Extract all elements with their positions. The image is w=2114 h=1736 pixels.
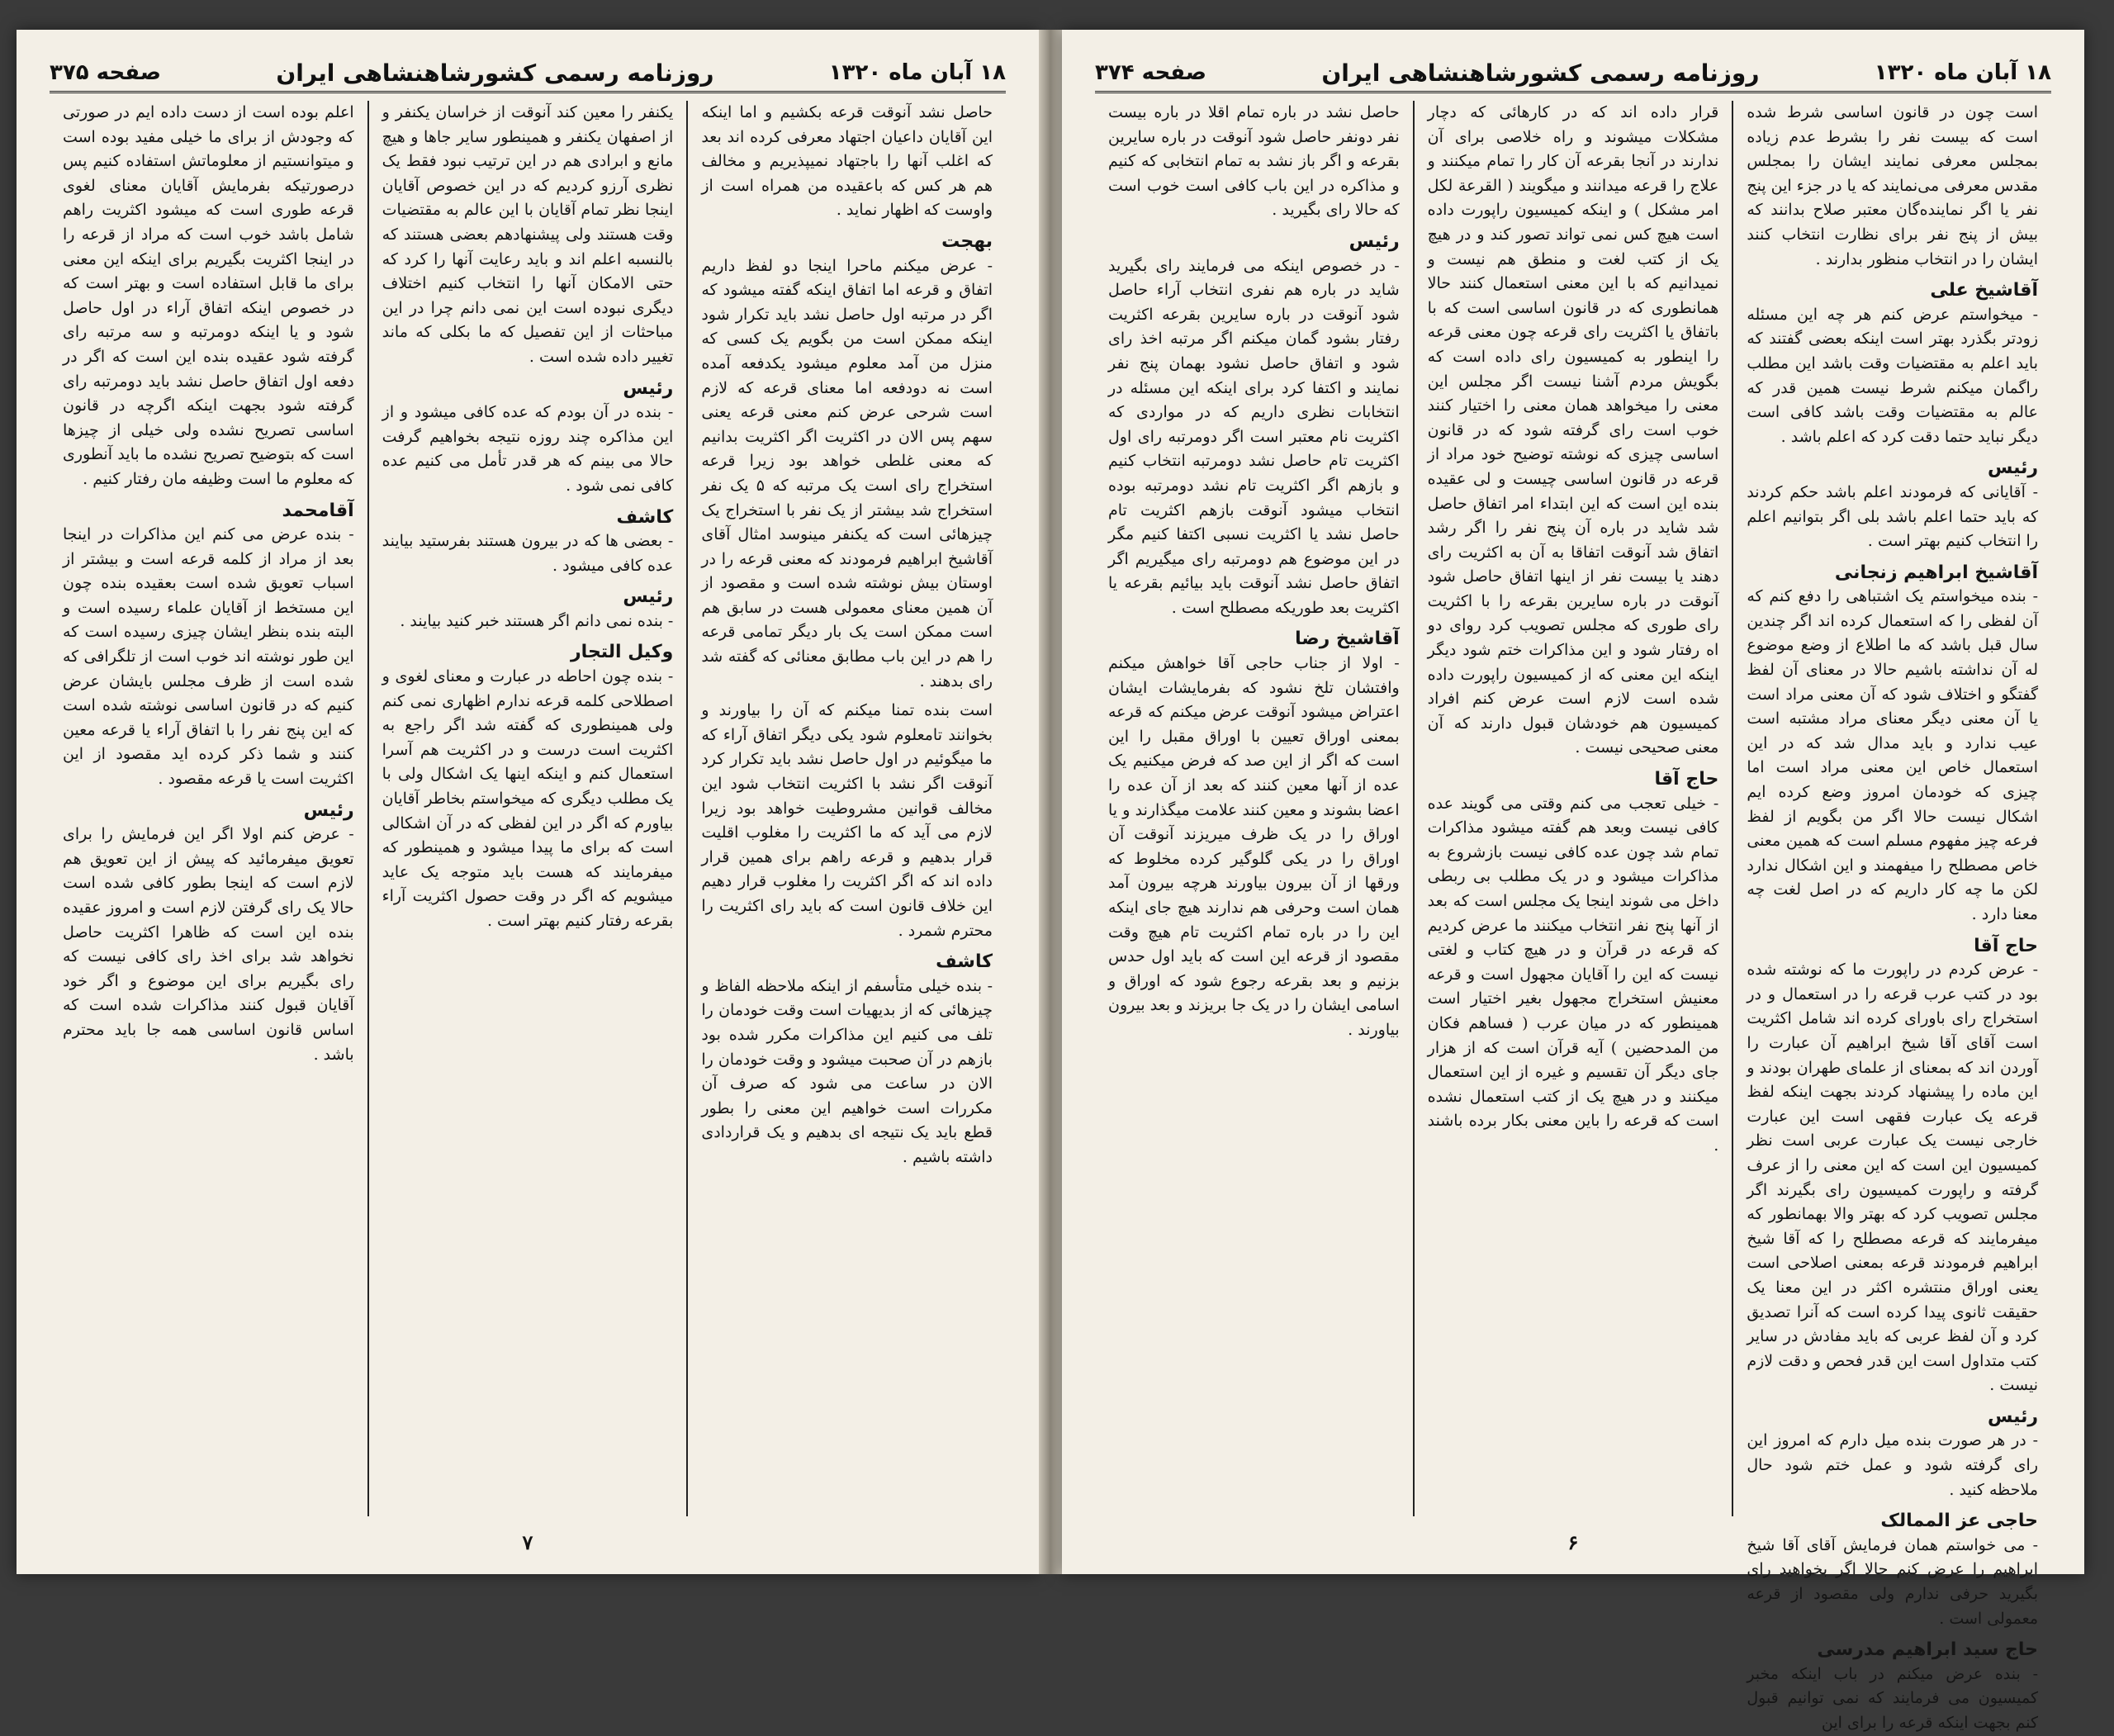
paragraph: - بنده میخواستم یک اشتباهی را دفع کنم که آن لفظی را که استعمال کرده اند اگر چندین سال قبل باشد که ما اطلاع از وضع موضوع له آن نداشته باشیم حالا در معنای آن لفظ گفتگو و اختلاف شود که آن معنی مراد است یا آن معنی دیگر معنای مراد مشتبه است عیب ندارد و باید مدال شد که در این استعمال خاص این معنی مراد است اما چیزی که خودمان امروز وضع کرده ایم اشکال نیست حالا اگر من بگویم از لفظ فرعه چیز مفهوم مسلم است که همین معنی خاص مصطلح را میفهمند و این اشکال ندارد لکن ما چه کار داریم که در اصل لغت چه معنا دارد .	[1747, 587, 2038, 923]
header-page-number: صفحه ۳۷۵	[50, 60, 162, 85]
speaker-name: وکیل التجار	[571, 642, 674, 663]
book-gutter	[1039, 30, 1062, 1574]
paragraph: - در هر صورت بنده میل دارم که امروز این رای گرفته شود و عمل ختم شود حال ملاحظه کنید .	[1747, 1431, 2038, 1499]
header-date: ۱۸ آبان ماه ۱۳۲۰	[1874, 60, 2051, 85]
page-footer-number: ۶	[1567, 1530, 1579, 1554]
text-column	[1732, 101, 2051, 1732]
header-page-number: صفحه ۳۷۴	[1095, 60, 1207, 85]
text-column	[1413, 101, 1732, 1516]
text-column	[686, 101, 1006, 1516]
speaker-name: حاج سید ابراهیم مدرسی	[1817, 1639, 2038, 1661]
paragraph: - بنده چون احاطه در عبارت و معنای لغوی و اصطلاحی کلمه قرعه ندارم اظهاری نمی کنم ولی همینطوری که گفته شد اگر راجع به اکثریت است درست و در اکثریت هم آسرا استعمال کنم و اینکه اینها یک اشکال ولی با یک مطلب دیگری که میخواستم بخاطر آقایان بیاورم که اگر در این لفظی که در آن اشکالی است که برای ما پیدا میشود و همینطور که میفرمایند که هست باید متوجه یک عاید میشویم که اگر در وقت حصول اکثریت آراء بقرعه رفتار کنیم بهتر است .	[382, 667, 674, 930]
header-title: روزنامه رسمی کشورشاهنشاهی ایران	[276, 59, 714, 87]
text-column	[367, 101, 687, 1516]
paragraph: قرار داده اند که در کارهائی که دچار مشکلات میشوند و راه خلاصی برای آن ندارند در آنجا بقرعه آن کار را تمام میکنند و علاج را قرعه میدانند و میگویند ( القرعة لکل امر مشکل ) و اینکه کمیسیون راپورت داده است هیچ کس نمی تواند تصور کند و در هیچ یک از کتب لغت و منطق هم نیست و نمیدانیم که با این معنی استعمال کنند حالا همانطوری که در قانون اساسی است که با باتفاق یا اکثریت رای قرعه چون معنی قرعه را اینطور به کمیسیون رای داده است که بگویش مردم آشنا نیست اگر مجلس این معنی را میخواهد همان معنی را اختیار کنند خوب است رای گرفته شود که در قانون اساسی چیزی که نوشته توضیح خود مراد از قرعه در قانون اساسی چیست و لی عقیده بنده این است که این ابتداء امر اتفاق حاصل شد شاید در باره آن پنج نفر را اگر رشد اتفاق شد آنوقت اتفاقا به آن به اکثریت رای دهند یا بیست نفر از اینها اتفاق حاصل شود آنوقت در باره سایرین بقرعه را با اکثریت رای طوری که مجلس تصویب کرد روای دو اه رفتار شود و این مذاکرات ختم شود دیگر اینکه این معنی که از کمیسیون راپورت داده شده است لازم است عرض کنم افراد کمیسیون هم خودشان قبول دارند که آن معنی صحیحی نیست .	[1427, 103, 1719, 757]
speaker-name: رئیس	[1987, 458, 2038, 479]
paragraph: اعلم بوده است از دست داده ایم در صورتی که وجودش از برای ما خیلی مفید بوده است و میتوانستیم از معلوماتش استفاده کنیم پس درصورتیکه بفرمایش آقایان معنای لغوی قرعه طوری است که میشود اکثریت راهم شامل باشد خوب است که مراد از قرعه را در اینجا اکثریت بگیریم برای اینکه این معنی برای ما قابل استفاده است و بهتر است که در خصوص اینکه اتفاق آراء در اول حاصل شود و یا اینکه دومرتبه و سه مرتبه رای گرفته شود عقیده بنده این است که اگر در دفعه اول اتفاق حاصل نشد باید دومرتبه رای گرفته شود بجهت اینکه اگرچه در قانون اساسی تصریح نشده ولی خیلی از چیزها است که بتوضیح تصریح نشده ما باید آنطوری که معلوم ما است وظیفه مان رفتار کنیم .	[62, 103, 354, 488]
paragraph: - میخواستم عرض کنم هر چه این مسئله زودتر بگذرد بهتر است اینکه بعضی گفتند که باید اعلم به مقتضیات وقت باشد این مطلب راگمان میکنم شرط نیست همین قدر که عالم به مقتضیات وقت باشد کافی است دیگر نباید حتما دقت کرد که اعلم باشد .	[1747, 305, 2038, 446]
paragraph: حاصل نشد آنوقت قرعه بکشیم و اما اینکه این آقایان داعیان اجتهاد معرفی کرده اند بعد که اغلب آنها را باجتهاد نمیپذیریم و مخالف هم هر کس که باعقیده من همراه است از واوست که اظهار نماید .	[701, 103, 993, 220]
text-column	[1095, 101, 1413, 1516]
right-page	[1062, 30, 2084, 1732]
paragraph: - آقایانی که فرمودند اعلم باشد حکم کردند که باید حتما اعلم باشد بلی اگر بتوانیم اعلم را انتخاب کنیم بهتر است .	[1747, 482, 2038, 551]
header-title: روزنامه رسمی کشورشاهنشاهی ایران	[1321, 59, 1760, 87]
speaker-name: آقاشیخ ابراهیم زنجانی	[1834, 562, 2038, 583]
paragraph: یکنفر را معین کند آنوقت از خراسان یکنفر و از اصفهان یکنفر و همینطور سایر جاها و هیچ مانع و ابرادی هم در این ترتیب نبود فقط یک نظری آرزو کردیم که در این خصوص آقایان اینجا نظر تمام آقایان با این عالم به مقتضیات وقت هستند ولی پیشنهادهم بعضی هستند که بالنسبه اعلم اند و باید رعایت آنها را کرد که حتی الامکان آنها را انتخاب کنیم اختلاف دیگری نبوده است این نمی دانم چرا در این مباحثات از این تفصیل که ما بکلی که ماند تغییر داده شده است .	[382, 103, 674, 366]
speaker-name: کاشف	[616, 506, 674, 528]
speaker-name: آقامحمد	[282, 500, 354, 521]
speaker-name: رئیس	[1349, 230, 1400, 252]
left-page-columns	[50, 101, 1006, 1516]
left-page-header	[50, 55, 1006, 93]
speaker-name: رئیس	[623, 586, 674, 608]
paragraph: - می خواستم همان فرمایش آقای آقا شیخ ابراهیم را عرض کنم حالا اگر بخواهید رای بگیرید حرفی ندارم ولی مقصود از قرعه معمولی است .	[1747, 1535, 2038, 1628]
speaker-name: کاشف	[936, 951, 993, 973]
speaker-name: رئیس	[623, 377, 674, 399]
right-page-header	[1095, 55, 2051, 93]
paragraph: - بنده خیلی متأسفم از اینکه ملاحظه الفاظ و چیزهائی که از بدیهیات است وقت خودمان را تلف می کنیم این مذاکرات مکرر شده بود بازهم در آن صحبت میشود و وقت خودمان را الان در ساعت می شود که صرف آن مکررات است خواهیم این معنی را بطور قطع باید یک نتیجه ای بدهیم و یک قراردادی داشته باشیم .	[701, 976, 993, 1166]
paragraph: - خیلی تعجب می کنم وقتی می گویند عده کافی نیست وبعد هم گفته میشود مذاکرات تمام شد چون عده کافی نیست بازشروع به مذاکرات میشود و در یک مطلب بی ربطی داخل می شوند اینجا یک مجلس است که بعد از آنها پنج نفر انتخاب میکنند ما عرض کردیم که قرعه در قرآن و در هیچ کتاب و لغتی نیست که این را آقایان مجهول است و قرعه معنیش استخراج مجهول بغیر اختیار است همینطور که در میان عرب ( فساهم فکان من المدحضین ) آیه قرآن است که از هزار جای دیگر آن تقسیم و غیره از این استعمال میکنند و در هیچ یک از کتب استعمال نشده است که قرعه را باین معنی بکار برده باشند .	[1427, 794, 1719, 1155]
speaker-name: رئیس	[303, 799, 354, 821]
left-page	[17, 30, 1039, 1574]
paragraph: - بنده عرض می کنم این مذاکرات در اینجا بعد از مراد از کلمه قرعه است و بیشتر از اسباب تعویق شده است بعقیده بنده چون این مستخط از آقایان علماء رسیده است و البته بنده بنظر ایشان چیزی رسیده است که این طور نوشته اند خوب است از تلگرافی که شده است از ظرف مجلس بایشان عرض کنیم که در قانون اساسی نوشته شده است که این پنج نفر را با اتفاق آراء یا قرعه معین کنند و شما ذکر کرده اید مقصود از این اکثریت است یا قرعه مقصود .	[62, 525, 354, 789]
paragraph: - بنده نمی دانم اگر هستند خبر کنید بیایند .	[400, 611, 674, 630]
header-date: ۱۸ آبان ماه ۱۳۲۰	[828, 60, 1006, 85]
paragraph: - بنده در آن بودم که عده کافی میشود و از این مذاکره چند روزه نتیجه بخواهیم گرفت حالا می بینم که هر قدر تأمل می کنیم عده کافی نمی شود .	[382, 403, 674, 495]
paragraph: است بنده تمنا میکنم که آن را بیاورند و بخوانند تامعلوم شود یکی دیگر اتفاق آراء که ما میگوئیم در اول حاصل نشد باید تکرار کرد آنوقت اگر نشد با اکثریت انتخاب شود این مخالف قوانین مشروطیت خواهد بود زیرا لازم می آید که ما اکثریت را مغلوب اقلیت قرار بدهیم و قرعه راهم برای همین قرار داده اند که اگر اکثریت را مغلوب قرار دهیم این خلاف قانون است که باید رای اکثریت را محترم شمرد .	[701, 701, 993, 940]
speaker-name: رئیس	[1987, 1406, 2038, 1427]
speaker-name: حاج آقا	[1654, 769, 1719, 790]
text-column	[50, 101, 367, 1516]
paragraph: - بعضی ها که در بیرون هستند بفرستید بیایند عده کافی میشود .	[382, 532, 674, 575]
speaker-name: آقاشیخ علی	[1930, 280, 2038, 301]
paragraph: - بنده عرض میکنم در باب اینکه مخبر کمیسیون می فرمایند که نمی توانیم قبول کنم بجهت اینکه قرعه را برای این	[1747, 1664, 2038, 1732]
speaker-name: حاج آقا	[1974, 935, 2038, 956]
paragraph: حاصل نشد در باره تمام اقلا در باره بیست نفر دونفر حاصل شود آنوقت در باره سایرین بقرعه و اگر باز نشد به تمام انتخابی که کنیم و مذاکره در این باب کافی است خوب است که حالا رای بگیرید .	[1107, 103, 1400, 220]
paragraph: - عرض کنم اولا اگر این فرمایش را برای تعویق میفرمائید که پیش از این تعویق هم لازم است که اینجا بطور کافی شده است حالا یک رای گرفتن لازم است و امروز عقیده بنده این است که ظاهرا اکثریت حاصل نخواهد شد برای اخذ رای کافی نیست که رای بگیریم برای این موضوع و اگر خود آقایان قبول کنند مذاکرات شده است که اساس قانون اساسی همه جا باید محترم باشد .	[62, 825, 354, 1064]
right-page-columns	[1095, 101, 2051, 1732]
paragraph: - در خصوص اینکه می فرمایند رای بگیرید شاید در باره هم نفری انتخاب آراء حاصل شود آنوقت در باره سایرین بقرعه اکثریت رفتار بشود گمان میکنم اگر مرتبه اخذ رای شود و اتفاق حاصل نشود بهمان پنج نفر نمایند و اکتفا کرد برای اینکه این مسئله در انتخابات نظری داریم که در مواردی که اکثریت نام معتبر است اگر دومرتبه رای اول اکثریت تام حاصل نشد دومرتبه انتخاب کنیم و بازهم اگر اکثریت تام نشد دومرتبه بوده انتخاب میشود آنوقت بازهم اکثریت تام حاصل نشد یا اکثریت نسبی اکتفا کنیم مگر در این موضوع هم دومرتبه رای میگیریم اگر اتفاق حاصل نشد آنوقت باید بیائیم بقرعه یا اکثریت بعد طوریکه مصطلح است .	[1107, 256, 1400, 617]
paragraph: است چون در قانون اساسی شرط شده است که بیست نفر را بشرط عدم زیاده بمجلس معرفی نمایند ایشان را بمجلس مقدس معرفی می‌نمایند که یا در جزء این پنج نفر یا اگر نماینده‌گان معتبر صلاح بدانند که بیش از پنج نفر برای نظارت انتخاب کنند ایشان را در انتخاب منظور بدارند .	[1747, 103, 2038, 268]
speaker-name: بهجت	[941, 230, 993, 252]
paragraph: - عرض کردم در راپورت ما که نوشته شده بود در کتب عرب قرعه را در استعمال و در استخراج رای باورای کرده اند شامل اکثریت است آقای آقا شیخ ابراهیم آن عبارت را آوردن اند که بمعنای از علمای طهران بودند و این ماده را پیشنهاد کردند بجهت اینکه لفظ قرعه یک عبارت فقهی است این عبارت خارجی نیست یک عبارت عربی است نظر کمیسیون این است که این معنی را از عرف گرفته و راپورت کمیسیون رای بگیرند اگر مجلس تصویب کرد که بهتر والا بهمانطور که میفرمایند که قرعه مصطلح را که آقا شیخ ابراهیم فرمودند قرعه بمعنی اصلاحی است یعنی اوراق منتشره اکثر در این معنا یک حقیقت ثانوی پیدا کرده است که آنرا تصدیق کرد و آن لفظ عربی که باید مفادش در سایر کتب متداول است این قدر فحص و دقت لازم نیست .	[1747, 960, 2038, 1395]
paragraph: - اولا از جناب حاجی آقا خواهش میکنم وافتشان تلخ نشود که بفرمایشات ایشان اعتراض میشود آنوقت عرض میکنم که قرعه بمعنی اوراق تعیین با اوراق مقبل را این است که اگر از این صد که فرض میکنیم یک عده از آنها معین کنند که بعد از آن عده را اعضا بشوند و معین کنند علامت میگذارند و یا اوراق را در یک ظرف میریزند آنوقت آن اوراق را در یکی گلوگیر کرده مخلوط که ورقها از آن بیرون بیاورند هرچه بیرون آمد همان است وحرفی هم ندارند هیچ جای اینکه این را در باره تمام اکثریت تام هیچ وقت مقصود از قرعه این است که باید اول حدس بزنیم و بعد بقرعه رجوع شود که اوراق و اسامی ایشان را در یک جا بریزند و بعد بیرون بیاورند .	[1107, 654, 1400, 1039]
paragraph: - عرض میکنم ماحرا اینجا دو لفظ داریم اتفاق و قرعه اما اتفاق اینکه گفته میشود که اگر در مرتبه اول حاصل نشد باید تکرار شود اینکه ممکن است من بگویم یک کسی که منزل من آمد معلوم میشود یکدفعه آمده است نه دودفعه اما معنای قرعه که لازم است شرحی عرض کنم معنی قرعه یعنی سهم پس الان در اکثریت اگر اکثریت بدانیم که معنی غلطی خواهد بود زیرا قرعه استخراج رای است یک مرتبه که ۵ یک نفر استخراج شد بیشتر از یک نفر با استخراج یک چیزهائی است که یکنفر مینوسد امثال آقای آقاشیخ ابراهیم فرمودند که معنی قرعه را در اوستان بیش نوشته شده است و مقصود از آن همین معنای معمولی هست در سابق هم است ممکن است یک بار دیگر تمامی قرعه را هم در این باب مطابق معنائی که گفته شد رای بدهند .	[701, 256, 993, 690]
speaker-name: آقاشیخ رضا	[1295, 628, 1400, 650]
page-footer-number: ۷	[522, 1530, 533, 1554]
speaker-name: حاجی عز الممالک	[1880, 1511, 2038, 1532]
